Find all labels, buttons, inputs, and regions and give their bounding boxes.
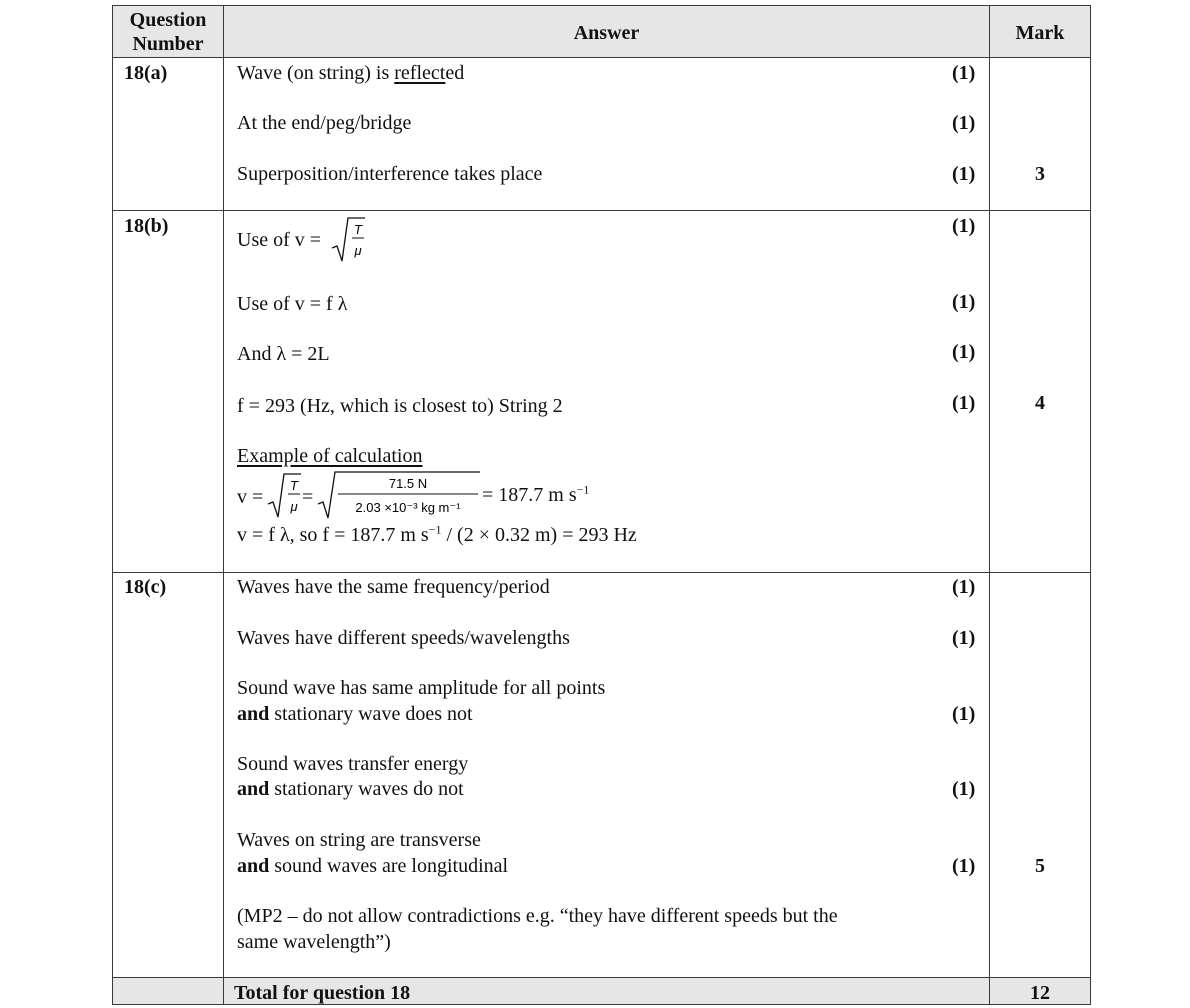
table-border-right: [1090, 5, 1091, 1005]
header-question-number: Question Number: [129, 9, 207, 55]
question-number-18b: 18(b): [124, 215, 169, 237]
table-border-top: [112, 5, 1091, 6]
mark-point: (1): [952, 215, 976, 237]
calc-v: v =: [237, 486, 264, 508]
mark-point: (1): [952, 112, 976, 134]
calc-sqrt-values: [316, 468, 482, 520]
mark-point: (1): [952, 627, 976, 649]
formula-mu: μ: [354, 243, 362, 258]
answer-18c-item-2: Waves have different speeds/wavelengths: [237, 627, 570, 649]
answer-18c-note: (MP2 – do not allow contradictions e.g. “they have different speeds but the same wavelength”): [237, 905, 838, 953]
row-divider-a-b: [112, 210, 1091, 211]
mark-point: (1): [952, 62, 976, 84]
column-divider-answer: [223, 5, 224, 1005]
header-mark: Mark: [1015, 22, 1065, 44]
calc-line-2: v = f λ, so f = 187.7 m $s^{-1} / (2 \times 0.32$ m) = 293 Hz: [237, 522, 637, 546]
answer-18c-item-1: Waves have the same frequency/period: [237, 576, 550, 598]
svg-text:T: T: [290, 478, 298, 493]
calc-equals: =: [302, 486, 314, 508]
mark-point: (1): [952, 855, 976, 877]
question-number-18c: 18(c): [124, 576, 167, 598]
calc-numerator: 71.5 N: [388, 476, 428, 491]
mark-total-18a: 3: [1035, 163, 1045, 185]
answer-18a-line-1: Wave (on string) is reflected: [237, 62, 465, 84]
calc-denominator: 2.03 ×10⁻³ kg m⁻¹: [355, 500, 461, 515]
answer-18b-use-of-vfl: Use of v = f λ: [237, 293, 348, 315]
answer-18c-item-5: Waves on string are transverse and sound waves are longitudinal: [237, 829, 509, 877]
header-answer: Answer: [573, 22, 640, 44]
answer-18c-item-4: Sound waves transfer energy and stationary waves do not: [237, 753, 469, 800]
calc-sqrt-T-over-mu: [266, 470, 302, 520]
answer-18a-line-2: At the end/peg/bridge: [237, 112, 412, 134]
mark-point: (1): [952, 392, 976, 414]
total-label: Total for question 18: [234, 982, 411, 1004]
mark-point: (1): [952, 576, 976, 598]
mark-point: (1): [952, 163, 976, 185]
row-divider-b-c: [112, 572, 1091, 573]
mark-total-18b: 4: [1035, 392, 1045, 414]
answer-18b-use-of-v: Use of v =: [237, 229, 322, 251]
answer-18b-lambda: And λ = 2L: [237, 343, 330, 365]
question-number-18a: 18(a): [124, 62, 168, 84]
sqrt-formula-T-over-mu: [330, 214, 366, 264]
mark-point: (1): [952, 703, 976, 725]
answer-18a-line-3: Superposition/interference takes place: [237, 163, 543, 185]
answer-18c-item-3: Sound wave has same amplitude for all points and stationary wave does not: [237, 677, 606, 725]
example-heading: Example of calculation: [237, 445, 423, 467]
mark-point: (1): [952, 291, 976, 313]
header-divider: [112, 57, 1091, 58]
svg-text:μ: μ: [290, 499, 298, 514]
mark-point: (1): [952, 778, 976, 800]
mark-total-18c: 5: [1035, 855, 1045, 877]
formula-T: T: [354, 222, 362, 237]
mark-point: (1): [952, 341, 976, 363]
answer-18b-frequency: f = 293 (Hz, which is closest to) String 2: [237, 395, 563, 417]
table-border-left: [112, 5, 113, 1005]
calc-result: = 187.7 m $s^{-1}$: [482, 482, 590, 506]
row-divider-c-total: [112, 977, 1091, 978]
total-mark: 12: [1030, 982, 1050, 1004]
